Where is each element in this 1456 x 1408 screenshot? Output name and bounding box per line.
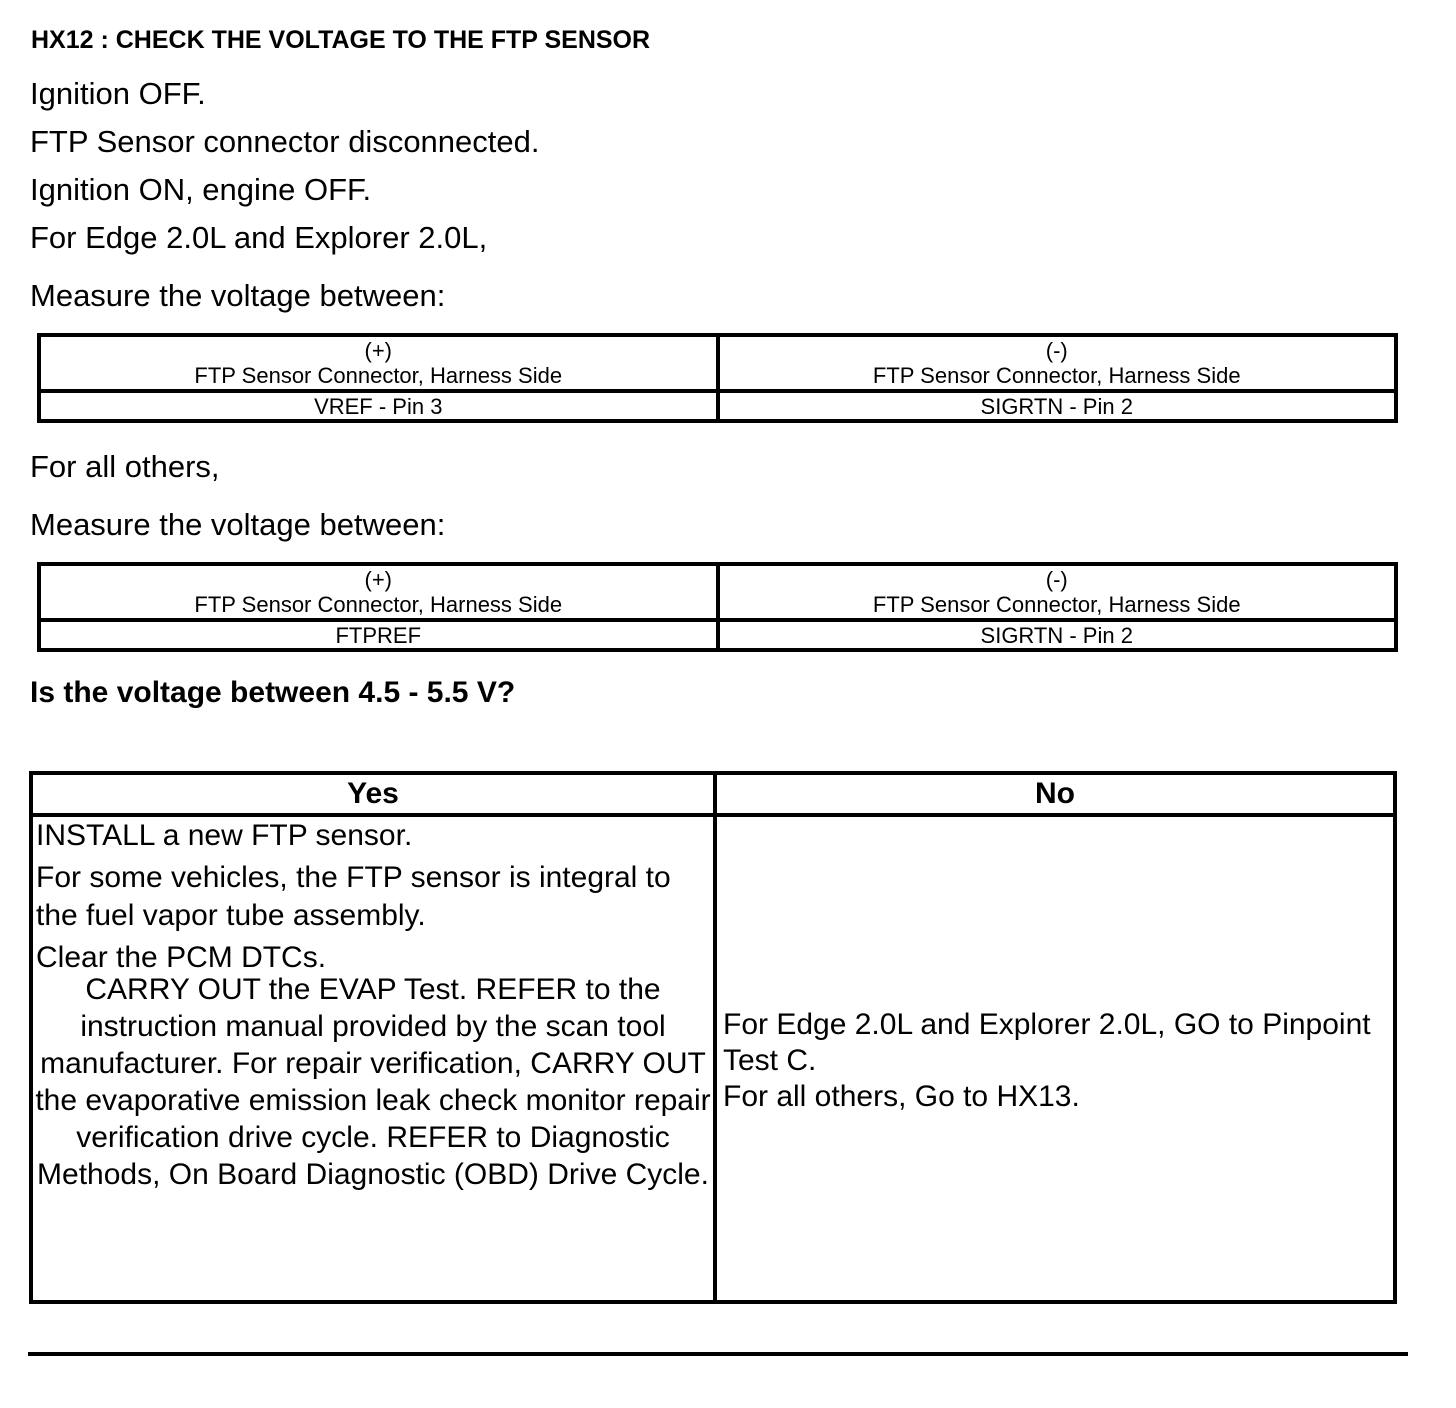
step-edge-explorer: For Edge 2.0L and Explorer 2.0L, (30, 220, 488, 255)
positive-probe-header (39, 564, 718, 620)
negative-sign: (-) (1045, 567, 1068, 592)
measure-label-1: Measure the voltage between: (30, 278, 446, 313)
step-connector-disconnected: FTP Sensor connector disconnected. (30, 124, 540, 159)
step-ignition-on: Ignition ON, engine OFF. (30, 172, 372, 207)
yes-action-cell (31, 815, 715, 1302)
negative-pin-value: SIGRTN - Pin 2 (718, 391, 1397, 421)
yes-evap-test-instructions: CARRY OUT the EVAP Test. REFER to the instruction manual provided by the scan tool manufacturer. For repair verification, CARRY OUT the evaporative emission leak check monitor repair verification drive cycle. REFER to Diagnostic Methods, On Board Diagnostic (OBD) Drive Cycle. (35, 973, 711, 1191)
positive-pin-value: VREF - Pin 3 (39, 391, 718, 421)
bottom-divider (28, 1352, 1408, 1356)
voltage-question: Is the voltage between 4.5 - 5.5 V? (30, 676, 516, 709)
yes-clear-dtcs: Clear the PCM DTCs. (36, 941, 327, 974)
others-label: For all others, (30, 449, 220, 484)
yes-no-result-table (29, 771, 1397, 1304)
yes-header: Yes (31, 773, 715, 815)
no-header: No (715, 773, 1395, 815)
measure-label-2: Measure the voltage between: (30, 507, 446, 542)
negative-connector-label: FTP Sensor Connector, Harness Side (872, 592, 1241, 617)
no-edge-explorer-goto: For Edge 2.0L and Explorer 2.0L, GO to Pinpoint Test C. (723, 1008, 1371, 1077)
positive-connector-label: FTP Sensor Connector, Harness Side (194, 363, 563, 388)
negative-probe-header (718, 335, 1397, 391)
step-ignition-off: Ignition OFF. (30, 76, 206, 111)
positive-sign: (+) (364, 338, 392, 363)
no-others-goto: For all others, Go to HX13. (723, 1080, 1080, 1113)
positive-probe-header (39, 335, 718, 391)
no-action-cell (715, 815, 1395, 1302)
negative-connector-label: FTP Sensor Connector, Harness Side (872, 363, 1241, 388)
yes-install-sensor: INSTALL a new FTP sensor. (36, 819, 413, 852)
positive-connector-label: FTP Sensor Connector, Harness Side (194, 592, 563, 617)
negative-pin-value: SIGRTN - Pin 2 (718, 620, 1397, 650)
negative-sign: (-) (1045, 338, 1068, 363)
section-heading: HX12 : CHECK THE VOLTAGE TO THE FTP SENSOR (31, 26, 651, 54)
yes-integral-note: For some vehicles, the FTP sensor is integral to the fuel vapor tube assembly. (36, 861, 671, 932)
negative-probe-header (718, 564, 1397, 620)
positive-sign: (+) (364, 567, 392, 592)
measurement-table-1 (37, 333, 1398, 423)
positive-pin-value: FTPREF (39, 620, 718, 650)
measurement-table-2 (37, 562, 1398, 652)
